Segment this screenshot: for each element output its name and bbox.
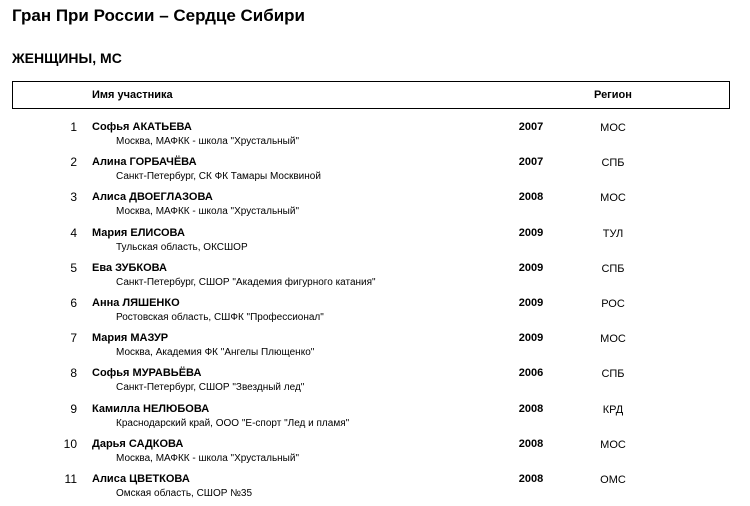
participant-club: Санкт-Петербург, СШОР "Звездный лед": [116, 382, 305, 394]
name-column-header: Имя участника: [92, 89, 173, 101]
participant-region: ОМС: [600, 473, 626, 486]
table-row: [0, 259, 750, 294]
participant-region: СПБ: [601, 157, 625, 170]
participant-name: Софья МУРАВЬЁВА: [92, 367, 202, 380]
participant-name: Камилла НЕЛЮБОВА: [92, 402, 210, 415]
participant-name: Дарья САДКОВА: [92, 437, 184, 450]
participant-region: РОС: [601, 297, 625, 310]
participant-number: 8: [70, 366, 77, 381]
participant-name: Софья АКАТЬЕВА: [92, 121, 192, 133]
participant-club: Омская область, СШОР №35: [116, 487, 253, 499]
page-title: Гран При России – Сердце Сибири: [12, 6, 306, 25]
participant-number: 7: [70, 331, 77, 346]
participant-number: 10: [63, 436, 77, 451]
participant-region: ТУЛ: [602, 227, 624, 240]
participant-number: 9: [70, 401, 77, 416]
participant-region: МОС: [600, 438, 626, 451]
table-row: [0, 435, 750, 470]
region-column-header: Регион: [594, 89, 632, 101]
participant-year: 2008: [518, 472, 544, 485]
participant-number: 4: [70, 225, 77, 240]
participant-year: 2007: [518, 121, 544, 133]
participant-region: МОС: [600, 333, 626, 346]
table-row: [0, 329, 750, 364]
participant-club: Москва, МАФКК - школа "Хрустальный": [116, 452, 300, 464]
table-row: [0, 400, 750, 435]
participant-name: Алина ГОРБАЧЁВА: [92, 156, 197, 169]
participant-club: Краснодарский край, ООО "Е-спорт "Лед и пламя": [116, 417, 350, 429]
participant-year: 2006: [518, 367, 544, 380]
table-row: [0, 294, 750, 329]
table-row: [0, 153, 750, 188]
table-row: [0, 188, 750, 223]
participant-number: 5: [70, 260, 77, 275]
participant-name: Мария ЕЛИСОВА: [92, 226, 185, 239]
participant-year: 2007: [518, 156, 544, 169]
table-row: [0, 118, 750, 153]
table-row: [0, 224, 750, 259]
participant-region: СПБ: [601, 368, 625, 381]
participant-region: СПБ: [601, 262, 625, 275]
participant-name: Алиса ЦВЕТКОВА: [92, 472, 190, 485]
participant-club: Ростовская область, СШФК "Профессионал": [116, 311, 324, 323]
participant-club: Санкт-Петербург, СШОР "Академия фигурного катания": [116, 276, 376, 288]
participant-year: 2009: [518, 261, 544, 274]
participant-year: 2009: [518, 296, 544, 309]
participant-club: Москва, МАФКК - школа "Хрустальный": [116, 136, 300, 147]
participant-number: 2: [70, 155, 77, 170]
participant-year: 2008: [518, 402, 544, 415]
participant-number: 3: [70, 190, 77, 205]
participants-list: [0, 118, 750, 505]
participant-year: 2008: [518, 437, 544, 450]
participant-club: Тульская область, ОКСШОР: [116, 241, 248, 253]
table-row: [0, 470, 750, 505]
participant-year: 2009: [518, 332, 544, 345]
participant-name: Мария МАЗУР: [92, 332, 169, 345]
participant-club: Москва, Академия ФК "Ангелы Плющенко": [116, 347, 315, 359]
participant-number: 1: [70, 120, 77, 134]
participant-year: 2008: [518, 191, 544, 204]
category-heading: ЖЕНЩИНЫ, МС: [12, 50, 122, 66]
participant-name: Алиса ДВОЕГЛАЗОВА: [92, 191, 213, 204]
table-row: [0, 364, 750, 399]
table-header: [12, 81, 730, 109]
participant-region: КРД: [602, 403, 624, 416]
participant-number: 6: [70, 295, 77, 310]
participant-name: Ева ЗУБКОВА: [92, 261, 167, 274]
participant-number: 11: [64, 471, 77, 486]
participant-region: МОС: [600, 192, 626, 205]
participant-club: Санкт-Петербург, СК ФК Тамары Москвиной: [116, 171, 321, 183]
participant-club: Москва, МАФКК - школа "Хрустальный": [116, 206, 300, 218]
participant-year: 2009: [518, 226, 544, 239]
participant-region: МОС: [600, 122, 626, 134]
participant-name: Анна ЛЯШЕНКО: [92, 296, 180, 309]
